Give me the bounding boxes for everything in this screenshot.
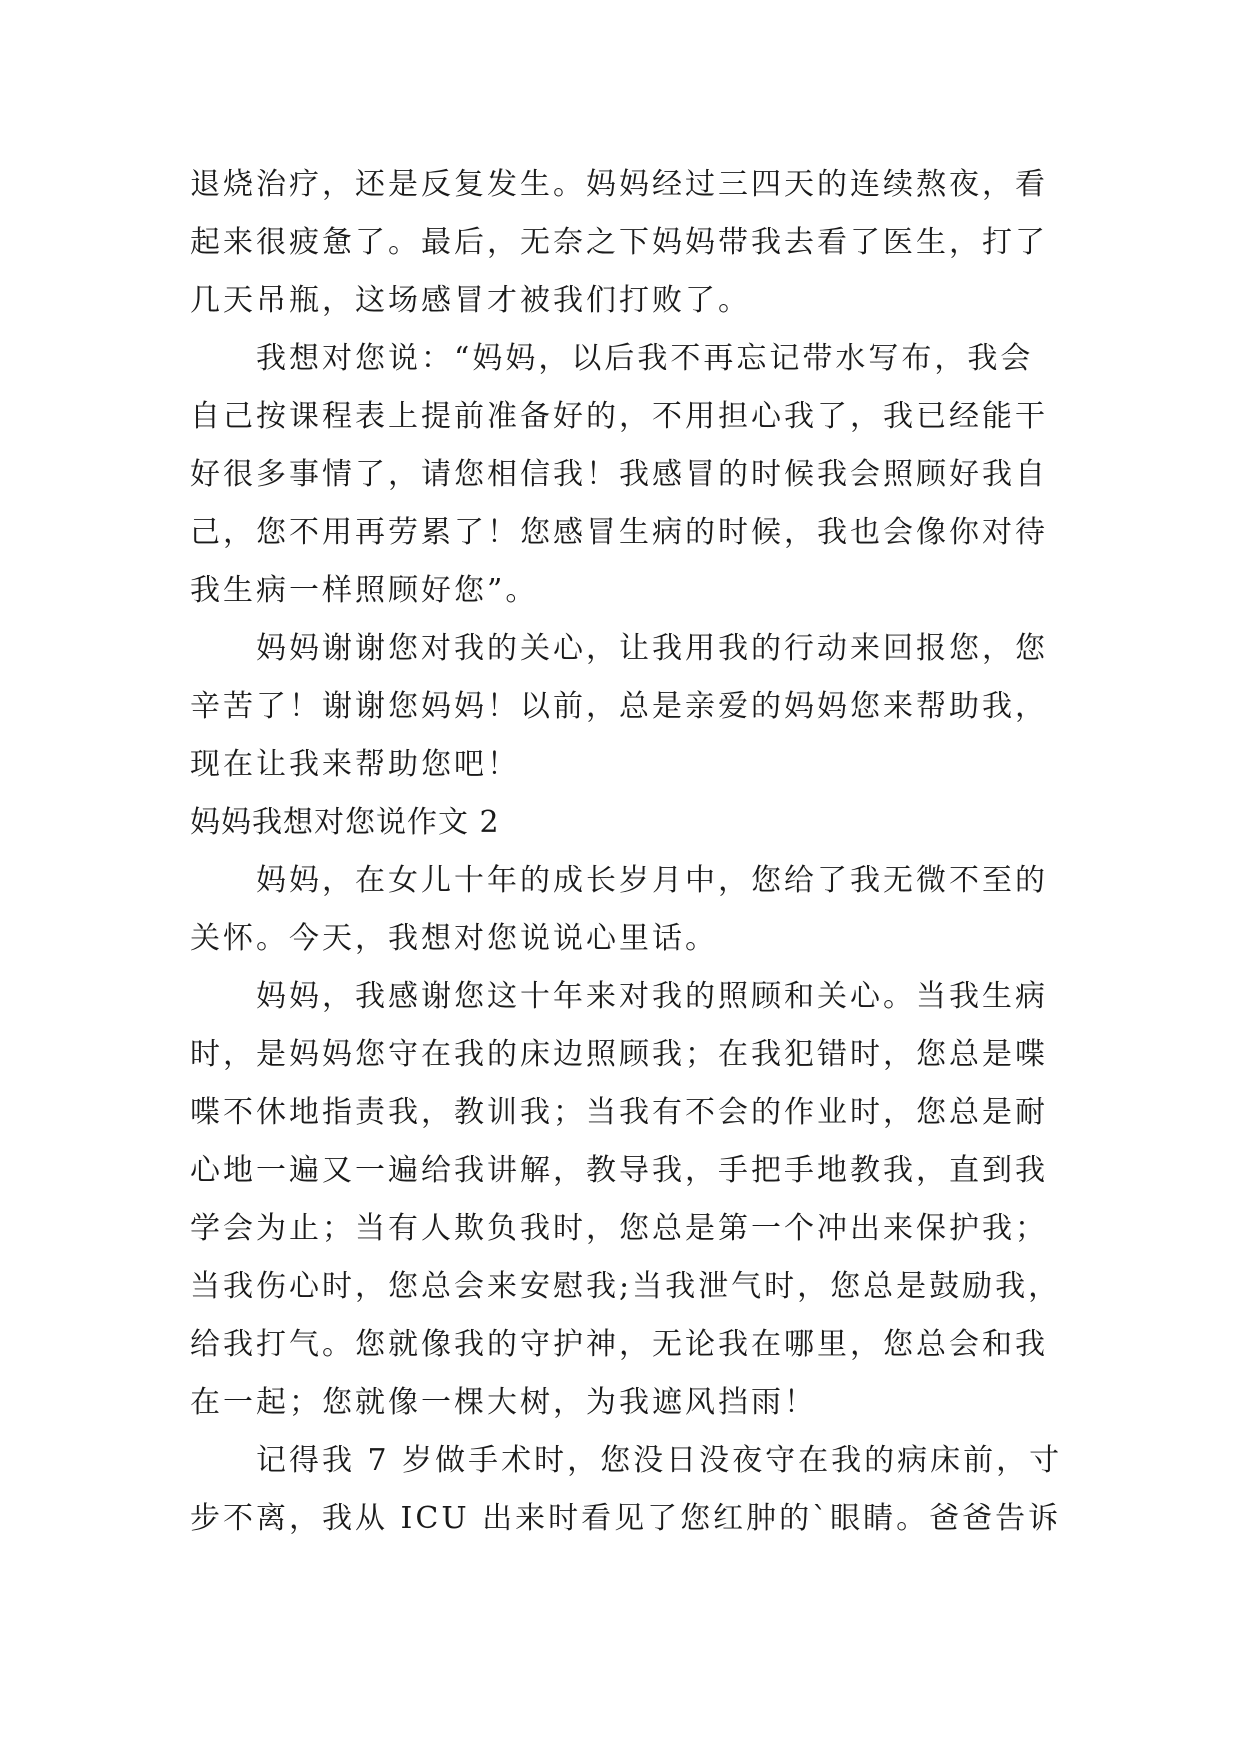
text-line: 时，是妈妈您守在我的床边照顾我；在我犯错时，您总是喋 [190, 1037, 1048, 1072]
text-line: 妈妈，我感谢您这十年来对我的照顾和关心。当我生病 [256, 979, 1048, 1014]
text-line: 关怀。今天，我想对您说说心里话。 [190, 921, 718, 956]
text-line: 喋不休地指责我，教训我；当我有不会的作业时，您总是耐 [190, 1095, 1048, 1130]
text-line: 好很多事情了，请您相信我！我感冒的时候我会照顾好我自 [190, 457, 1048, 492]
text-line: 自己按课程表上提前准备好的，不用担心我了，我已经能干 [190, 399, 1048, 434]
text-line: 给我打气。您就像我的守护神，无论我在哪里，您总会和我 [190, 1327, 1048, 1362]
text-line: 己，您不用再劳累了！您感冒生病的时候，我也会像你对待 [190, 515, 1048, 550]
text-line: 退烧治疗，还是反复发生。妈妈经过三四天的连续熬夜，看 [190, 167, 1048, 202]
text-line: 当我伤心时，您总会来安慰我;当我泄气时，您总是鼓励我， [190, 1269, 1062, 1304]
text-line: 妈妈谢谢您对我的关心，让我用我的行动来回报您，您 [256, 631, 1048, 666]
text-line: 妈妈，在女儿十年的成长岁月中，您给了我无微不至的 [256, 863, 1048, 898]
text-line: 辛苦了！谢谢您妈妈！以前，总是亲爱的妈妈您来帮助我， [190, 689, 1048, 724]
section-heading: 妈妈我想对您说作文 2 [190, 805, 500, 840]
text-line: 几天吊瓶，这场感冒才被我们打败了。 [190, 283, 751, 318]
text-line: 在一起；您就像一棵大树，为我遮风挡雨！ [190, 1385, 817, 1420]
text-line: 现在让我来帮助您吧！ [190, 747, 520, 782]
text-line: 学会为止；当有人欺负我时，您总是第一个冲出来保护我； [190, 1211, 1048, 1246]
text-line: 心地一遍又一遍给我讲解，教导我，手把手地教我，直到我 [190, 1153, 1048, 1188]
text-line: 起来很疲惫了。最后，无奈之下妈妈带我去看了医生，打了 [190, 225, 1048, 260]
text-line: 我生病一样照顾好您”。 [190, 573, 539, 608]
text-line: 记得我 7 岁做手术时，您没日没夜守在我的病床前，寸 [256, 1443, 1063, 1478]
text-line: 步不离，我从 ICU 出来时看见了您红肿的`眼睛。爸爸告诉 [190, 1501, 1062, 1536]
text-line: 我想对您说：“妈妈，以后我不再忘记带水写布，我会 [256, 341, 1034, 376]
document-body [190, 156, 1070, 1548]
